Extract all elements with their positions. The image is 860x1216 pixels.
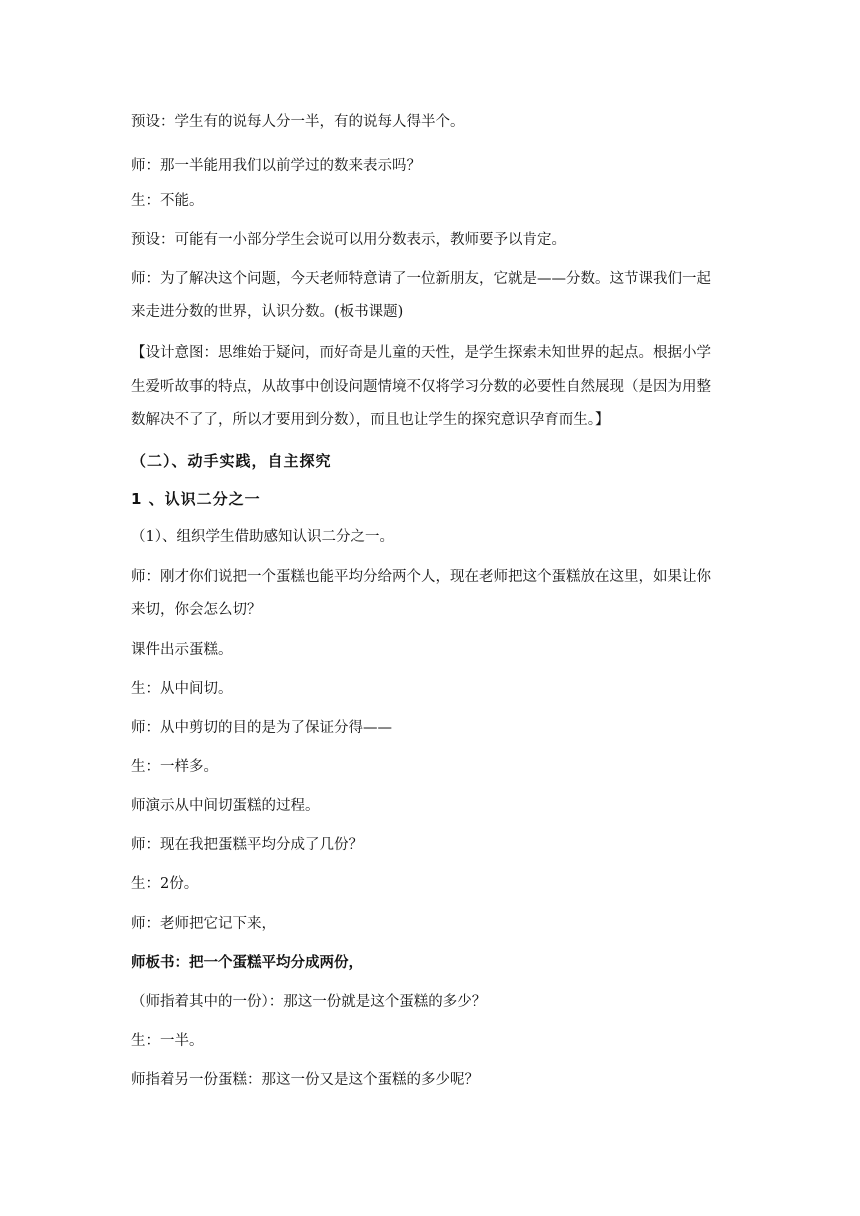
paragraph-show-cake: 课件出示蛋糕。 [131,642,233,658]
paragraph-board-writing: 师板书：把一个蛋糕平均分成两份， [131,954,363,971]
paragraph-teacher-question: 师：那一半能用我们以前学过的数来表示吗？ [131,158,421,174]
section-heading: （二）、动手实践，自主探究 [131,452,332,470]
paragraph-student-cut-middle: 生：从中间切。 [131,681,233,697]
paragraph-teacher-cake-line2: 来切，你会怎么切？ [131,602,262,618]
paragraph-design-intent-line3: 数解决不了了，所以才要用到分数），而且也让学生的探究意识孕育而生。】 [131,412,610,428]
paragraph-teacher-purpose: 师：从中剪切的目的是为了保证分得—— [131,720,392,736]
subsection-heading: 1 、认识二分之一 [131,490,261,508]
paragraph-preset-fraction: 预设：可能有一小部分学生会说可以用分数表示，教师要予以肯定。 [131,232,566,248]
paragraph-design-intent-line2: 生爱听故事的特点，从故事中创设问题情境不仅将学习分数的必要性自然展现（是因为用整 [131,379,711,395]
paragraph-student-two: 生：2份。 [131,876,199,892]
paragraph-student-equal: 生：一样多。 [131,759,218,775]
paragraph-teacher-record: 师：老师把它记下来， [131,916,276,932]
paragraph-teacher-demo: 师演示从中间切蛋糕的过程。 [131,798,320,814]
paragraph-teacher-points: （师指着其中的一份）：那这一份就是这个蛋糕的多少？ [131,994,487,1010]
paragraph-preset-half: 预设：学生有的说每人分一半，有的说每人得半个。 [131,114,465,130]
paragraph-step-1: （1）、组织学生借助感知认识二分之一。 [131,529,394,545]
paragraph-teacher-how-many: 师：现在我把蛋糕平均分成了几份？ [131,837,363,853]
paragraph-student-half: 生：一半。 [131,1033,204,1049]
paragraph-student-answer: 生：不能。 [131,193,204,209]
paragraph-teacher-intro-line2: 来走进分数的世界，认识分数。(板书课题) [131,304,404,320]
paragraph-teacher-cake-line1: 师：刚才你们说把一个蛋糕也能平均分给两个人，现在老师把这个蛋糕放在这里，如果让你 [131,569,711,585]
paragraph-design-intent-line1: 【设计意图：思维始于疑问，而好奇是儿童的天性，是学生探索未知世界的起点。根据小学 [131,345,711,361]
paragraph-teacher-other-piece: 师指着另一份蛋糕：那这一份又是这个蛋糕的多少呢？ [131,1072,479,1088]
paragraph-teacher-intro-line1: 师：为了解决这个问题，今天老师特意请了一位新朋友，它就是——分数。这节课我们一起 [131,271,711,287]
